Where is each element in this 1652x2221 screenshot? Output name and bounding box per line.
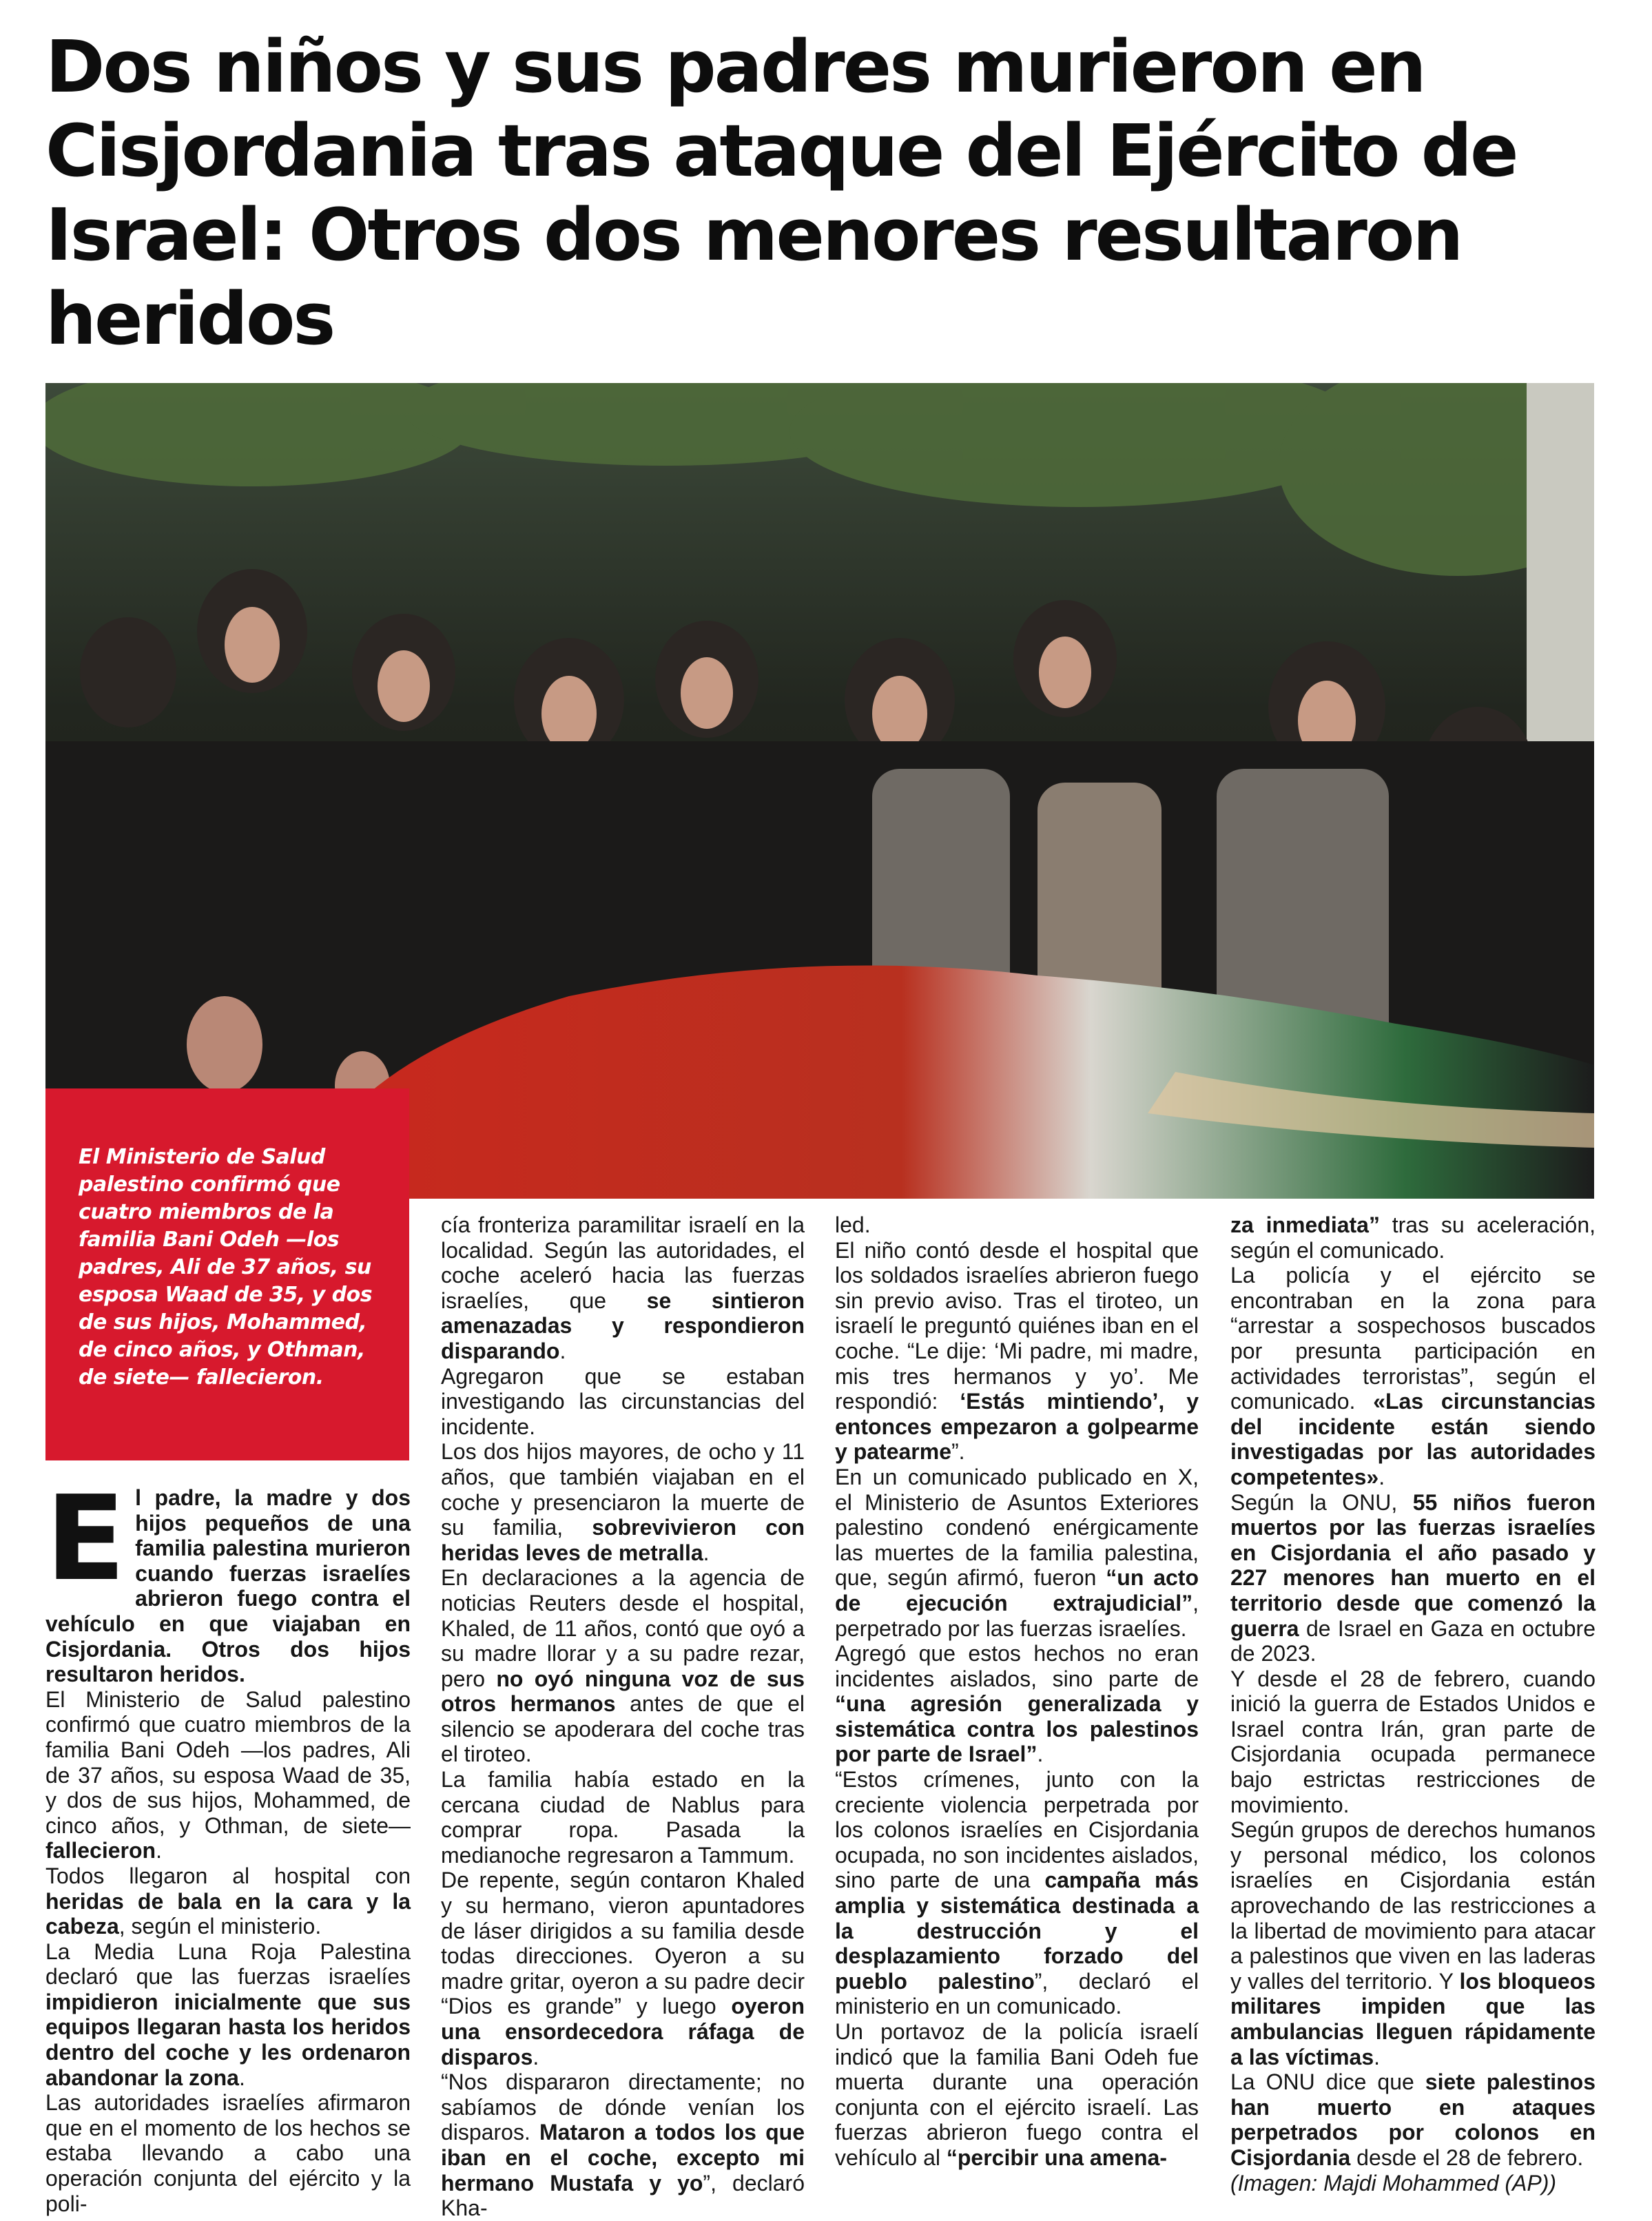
lead-paragraph: l padre, la madre y dos hijos pequeños de una familia palestina murieron cuando fuerzas israelíes abrieron fuego contra el vehículo en que viajaban en Cisjordania. Otros dos hijos resultaron heridos. <box>45 1485 411 1687</box>
body-paragraph: Los dos hijos mayores, de ocho y 11 años, que también viajaban en el coche y presenciaron la muerte de su familia, sobrevivieron con heridas leves de metralla. <box>441 1439 805 1565</box>
body-paragraph: “Nos dispararon directamente; no sabíamos de dónde venían los disparos. Mataron a todos los que iban en el coche, excepto mi hermano Mustafa y yo”, declaró Kha- <box>441 2069 805 2221</box>
body-paragraph: Todos llegaron al hospital con heridas de bala en la cara y la cabeza, según el ministerio. <box>45 1863 411 1939</box>
body-paragraph: “Estos crímenes, junto con la creciente violencia perpetrada por los colonos israelíes en Cisjordania ocupada, no son incidentes aislados, sino parte de una campaña más amplia y sistemática destinada a la destrucción y el desplazamiento forzado del pueblo palestino”, declaró el ministerio en un comunicado. <box>835 1767 1199 2019</box>
drop-cap: E <box>45 1471 126 1607</box>
body-paragraph: cía fronteriza paramilitar israelí en la localidad. Según las autoridades, el coche aceleró hacia las fuerzas israelíes, que se sintieron amenazadas y respondieron disparando. <box>441 1212 805 1363</box>
body-paragraph: Agregó que estos hechos no eran incidentes aislados, sino parte de “una agresión generalizada y sistemática contra los palestinos por parte de Israel”. <box>835 1641 1199 1767</box>
body-paragraph: La Media Luna Roja Palestina declaró que las fuerzas israelíes impidieron inicialmente que sus equipos llegaran hasta los heridos dentro del coche y les ordenaron abandonar la zona. <box>45 1939 411 2090</box>
body-paragraph: Un portavoz de la policía israelí indicó que la familia Bani Odeh fue muerta durante una operación conjunta con el ejército israelí. Las fuerzas abrieron fuego contra el vehículo al “percibir una amena- <box>835 2019 1199 2170</box>
body-paragraph: Según grupos de derechos humanos y personal médico, los colonos israelíes en Cisjordania están aprovechando de las restricciones a la libertad de movimiento para atacar a palestinos que viven en las laderas y valles del territorio. Y los bloqueos militares impiden que las ambulancias lleguen rápidamente a las víctimas. <box>1230 1817 1596 2069</box>
body-paragraph: led. <box>835 1212 871 1237</box>
body-paragraph: Según la ONU, 55 niños fueron muertos por las fuerzas israelíes en Cisjordania el año pasado y 227 menores han muerto en el territorio desde que comenzó la guerra de Israel en Gaza en octubre de 2023. <box>1230 1489 1596 1666</box>
photo-credit: (Imagen: Majdi Mohammed (AP)) <box>1230 2170 1557 2196</box>
column-2 <box>441 1212 805 2221</box>
body-paragraph: En un comunicado publicado en X, el Ministerio de Asuntos Exteriores palestino condenó enérgicamente las muertes de la familia palestina, que, según afirmó, fueron “un acto de ejecución extrajudicial”, perpetrado por las fuerzas israelíes. <box>835 1464 1199 1641</box>
body-paragraph: De repente, según contaron Khaled y su hermano, vieron apuntadores de láser dirigidos a su familia desde todas direcciones. Oyeron a su madre gritar, oyeron a su padre decir “Dios es grande” y luego oyeron una ensordecedora ráfaga de disparos. <box>441 1868 805 2069</box>
body-paragraph: Las autoridades israelíes afirmaron que en el momento de los hechos se estaba llevando a cabo una operación conjunta del ejército y la poli- <box>45 2090 411 2216</box>
body-paragraph: El niño contó desde el hospital que los soldados israelíes abrieron fuego sin previo aviso. Tras el tiroteo, un israelí le preguntó quiénes iban en el coche. “Le dije: ‘Mi padre, mi madre, mis tres hermanos y yo’. Me respondió: ‘Estás mintiendo’, y entonces empezaron a golpearme y patearme”. <box>835 1237 1199 1465</box>
column-4 <box>1230 1212 1596 2196</box>
photo-illustration <box>45 383 1594 1199</box>
body-paragraph: Agregaron que se estaban investigando las circunstancias del incidente. <box>441 1363 805 1439</box>
body-paragraph: El Ministerio de Salud palestino confirmó que cuatro miembros de la familia Bani Odeh —los padres, Ali de 37 años, su esposa Waad de 35, y dos de sus hijos, Mohammed, de cinco años, y Othman, de siete— fallecieron. <box>45 1686 411 1863</box>
body-paragraph: za inmediata” tras su aceleración, según el comunicado. <box>1230 1212 1596 1263</box>
news-photo-funeral-crowd <box>45 383 1594 1199</box>
column-3 <box>835 1212 1199 2171</box>
callout-box: El Ministerio de Salud palestino confirmó que cuatro miembros de la familia Bani Odeh —los padres, Ali de 37 años, su esposa Waad de 35, y dos de sus hijos, Mohammed, de cinco años, y Othman, de siete— fallecieron. <box>45 1088 409 1460</box>
body-paragraph: La ONU dice que siete palestinos han muerto en ataques perpetrados por colonos en Cisjordania desde el 28 de febrero. <box>1230 2069 1596 2170</box>
body-paragraph: En declaraciones a la agencia de noticias Reuters desde el hospital, Khaled, de 11 años, contó que oyó a su madre llorar y a su padre rezar, pero no oyó ninguna voz de sus otros hermanos antes de que el silencio se apoderara del coche tras el tiroteo. <box>441 1565 805 1767</box>
headline: Dos niños y sus padres murieron en Cisjordania tras ataque del Ejército de Israel: Otros dos menores resultaron heridos <box>45 25 1517 361</box>
body-paragraph: La policía y el ejército se encontraban en la zona para “arrestar a sospechosos buscados por presunta participación en actividades terroristas”, según el comunicado. «Las circunstancias del incidente están siendo investigadas por las autoridades competentes». <box>1230 1263 1596 1489</box>
body-paragraph: La familia había estado en la cercana ciudad de Nablus para comprar ropa. Pasada la medianoche regresaron a Tammum. <box>441 1767 805 1868</box>
column-1 <box>45 1471 411 2216</box>
body-paragraph: Y desde el 28 de febrero, cuando inició la guerra de Estados Unidos e Israel contra Irán, gran parte de Cisjordania ocupada permanece bajo estrictas restricciones de movimiento. <box>1230 1666 1596 1817</box>
